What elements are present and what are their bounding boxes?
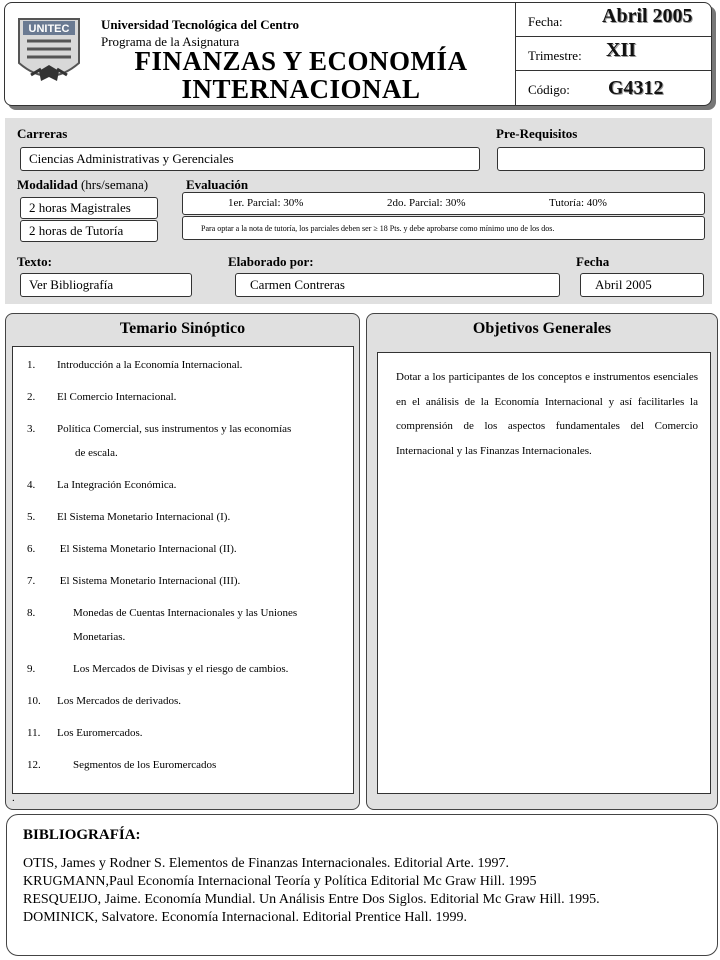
temario-panel: [5, 313, 360, 810]
header: [4, 2, 712, 106]
meta-column: [515, 3, 712, 105]
temario-item-number: 7.: [27, 575, 36, 587]
trimestre-row: [516, 37, 712, 71]
temario-item: [27, 357, 242, 373]
university-name: Universidad Tecnológica del Centro: [101, 17, 300, 32]
temario-item: [27, 757, 216, 773]
modalidad-sub: (hrs/semana): [80, 177, 149, 192]
texto-label: Texto:: [17, 254, 52, 269]
fecha-label: Fecha: [576, 254, 610, 269]
temario-item: [27, 421, 291, 437]
course-title: [101, 47, 501, 103]
codigo-row: [516, 71, 712, 104]
eval-parcial-1: 1er. Parcial: 30%: [228, 197, 304, 209]
temario-item: [27, 389, 176, 405]
temario-item-text: Monedas de Cuentas Internacionales y las Uniones: [73, 607, 298, 619]
eval-tutoria: Tutoría: 40%: [549, 197, 607, 209]
temario-item-number: 11.: [27, 727, 41, 739]
eval-note-field: [182, 216, 705, 240]
temario-item-text: Los Mercados de derivados.: [57, 695, 182, 707]
fecha-row: [516, 3, 712, 37]
trimestre-value: XII: [606, 39, 637, 61]
temario-item: [27, 445, 118, 461]
temario-item-text: Segmentos de los Euromercados: [73, 759, 217, 771]
temario-item: [27, 693, 181, 709]
temario-item: [27, 725, 143, 741]
elaborado-field: Carmen Contreras: [235, 273, 560, 297]
carreras-label: Carreras: [17, 126, 68, 141]
temario-item-text: El Comercio Internacional.: [57, 391, 177, 403]
fecha-value: Abril 2005: [602, 5, 693, 27]
carreras-field: Ciencias Administrativas y Gerenciales: [20, 147, 480, 171]
objetivos-text: Dotar a los participantes de los conceptos e instrumentos esenciales en el análisis de la Economía Internacional y así facilitarles la comprensión de los aspectos fundamentales del Comercio Internacional y las Finanzas Internacionales.: [396, 371, 698, 457]
temario-item-text: Los Euromercados.: [57, 727, 143, 739]
temario-item-text: Política Comercial, sus instrumentos y las economías: [57, 423, 292, 435]
info-panel: [5, 118, 712, 304]
eval-parcial-2: 2do. Parcial: 30%: [387, 197, 466, 209]
codigo-value: G4312: [608, 77, 664, 99]
temario-item: [27, 661, 288, 677]
temario-item-text: El Sistema Monetario Internacional (I).: [57, 511, 231, 523]
temario-item-number: 4.: [27, 479, 36, 491]
temario-item-text: Monetarias.: [73, 631, 126, 643]
objetivos-title: Objetivos Generales: [472, 320, 612, 337]
objetivos-box: [377, 352, 711, 794]
temario-item-number: 10.: [27, 695, 41, 707]
temario-item-number: 8.: [27, 607, 36, 619]
temario-item: [27, 629, 125, 645]
temario-item-text: El Sistema Monetario Internacional (II).: [57, 543, 237, 555]
elaborado-label: Elaborado por:: [228, 254, 314, 269]
temario-trailing: .: [12, 792, 15, 804]
course-title-line1: FINANZAS Y ECONOMÍA: [134, 46, 468, 76]
temario-item-text: Los Mercados de Divisas y el riesgo de cambios.: [73, 663, 289, 675]
modalidad-title: Modalidad: [17, 177, 78, 192]
evaluacion-field: [182, 192, 705, 215]
temario-item: [27, 541, 237, 557]
university-logo: [13, 9, 85, 97]
bibliografia-box: [6, 814, 718, 956]
bibliografia-title: BIBLIOGRAFÍA:: [23, 827, 141, 843]
temario-item-text: El Sistema Monetario Internacional (III).: [57, 575, 241, 587]
evaluacion-label: Evaluación: [186, 177, 249, 192]
temario-item-number: 3.: [27, 423, 36, 435]
temario-item-text: La Integración Económica.: [57, 479, 177, 491]
temario-item-number: 9.: [27, 663, 36, 675]
prereq-label: Pre-Requisitos: [496, 126, 578, 141]
temario-item-number: 1.: [27, 359, 36, 371]
objetivos-panel: [366, 313, 718, 810]
bib-entry: DOMINICK, Salvatore. Economía Internacional. Editorial Prentice Hall. 1999.: [23, 910, 467, 925]
temario-title: Temario Sinóptico: [119, 320, 246, 337]
temario-item: [27, 477, 176, 493]
temario-list: [12, 346, 354, 794]
temario-item-number: 12.: [27, 759, 41, 771]
program-label: Programa de la Asignatura: [101, 34, 240, 49]
codigo-label: Código:: [528, 82, 570, 97]
texto-field: Ver Bibliografía: [20, 273, 192, 297]
modalidad-field-1: 2 horas Magistrales: [20, 197, 158, 219]
temario-item: [27, 573, 240, 589]
temario-item-number: 5.: [27, 511, 36, 523]
bib-entry: OTIS, James y Rodner S. Elementos de Finanzas Internacionales. Editorial Arte. 1997.: [23, 856, 510, 871]
temario-item-number: 6.: [27, 543, 36, 555]
eval-note: Para optar a la nota de tutoría, los parciales deben ser ≥ 18 Pts. y debe aprobarse como mínimo uno de los dos.: [201, 224, 555, 233]
temario-item-text: de escala.: [75, 447, 118, 459]
bib-entry: KRUGMANN,Paul Economía Internacional Teoría y Política Editorial Mc Graw Hill. 1995: [23, 874, 537, 889]
temario-item-number: 2.: [27, 391, 36, 403]
modalidad-label: [17, 177, 148, 193]
fecha-field: Abril 2005: [580, 273, 704, 297]
temario-item: [27, 605, 297, 621]
bib-entry: RESQUEIJO, Jaime. Economía Mundial. Un Análisis Entre Dos Siglos. Editorial Mc Graw Hill. 1995.: [23, 892, 600, 907]
trimestre-label: Trimestre:: [528, 48, 582, 63]
temario-item-text: Introducción a la Economía Internacional.: [57, 359, 243, 371]
course-title-line2: INTERNACIONAL: [181, 74, 421, 104]
temario-item: [27, 509, 230, 525]
fecha-label: Fecha:: [528, 14, 563, 29]
prereq-field: [497, 147, 705, 171]
modalidad-field-2: 2 horas de Tutoría: [20, 220, 158, 242]
logo-text: UNITEC: [28, 23, 70, 35]
